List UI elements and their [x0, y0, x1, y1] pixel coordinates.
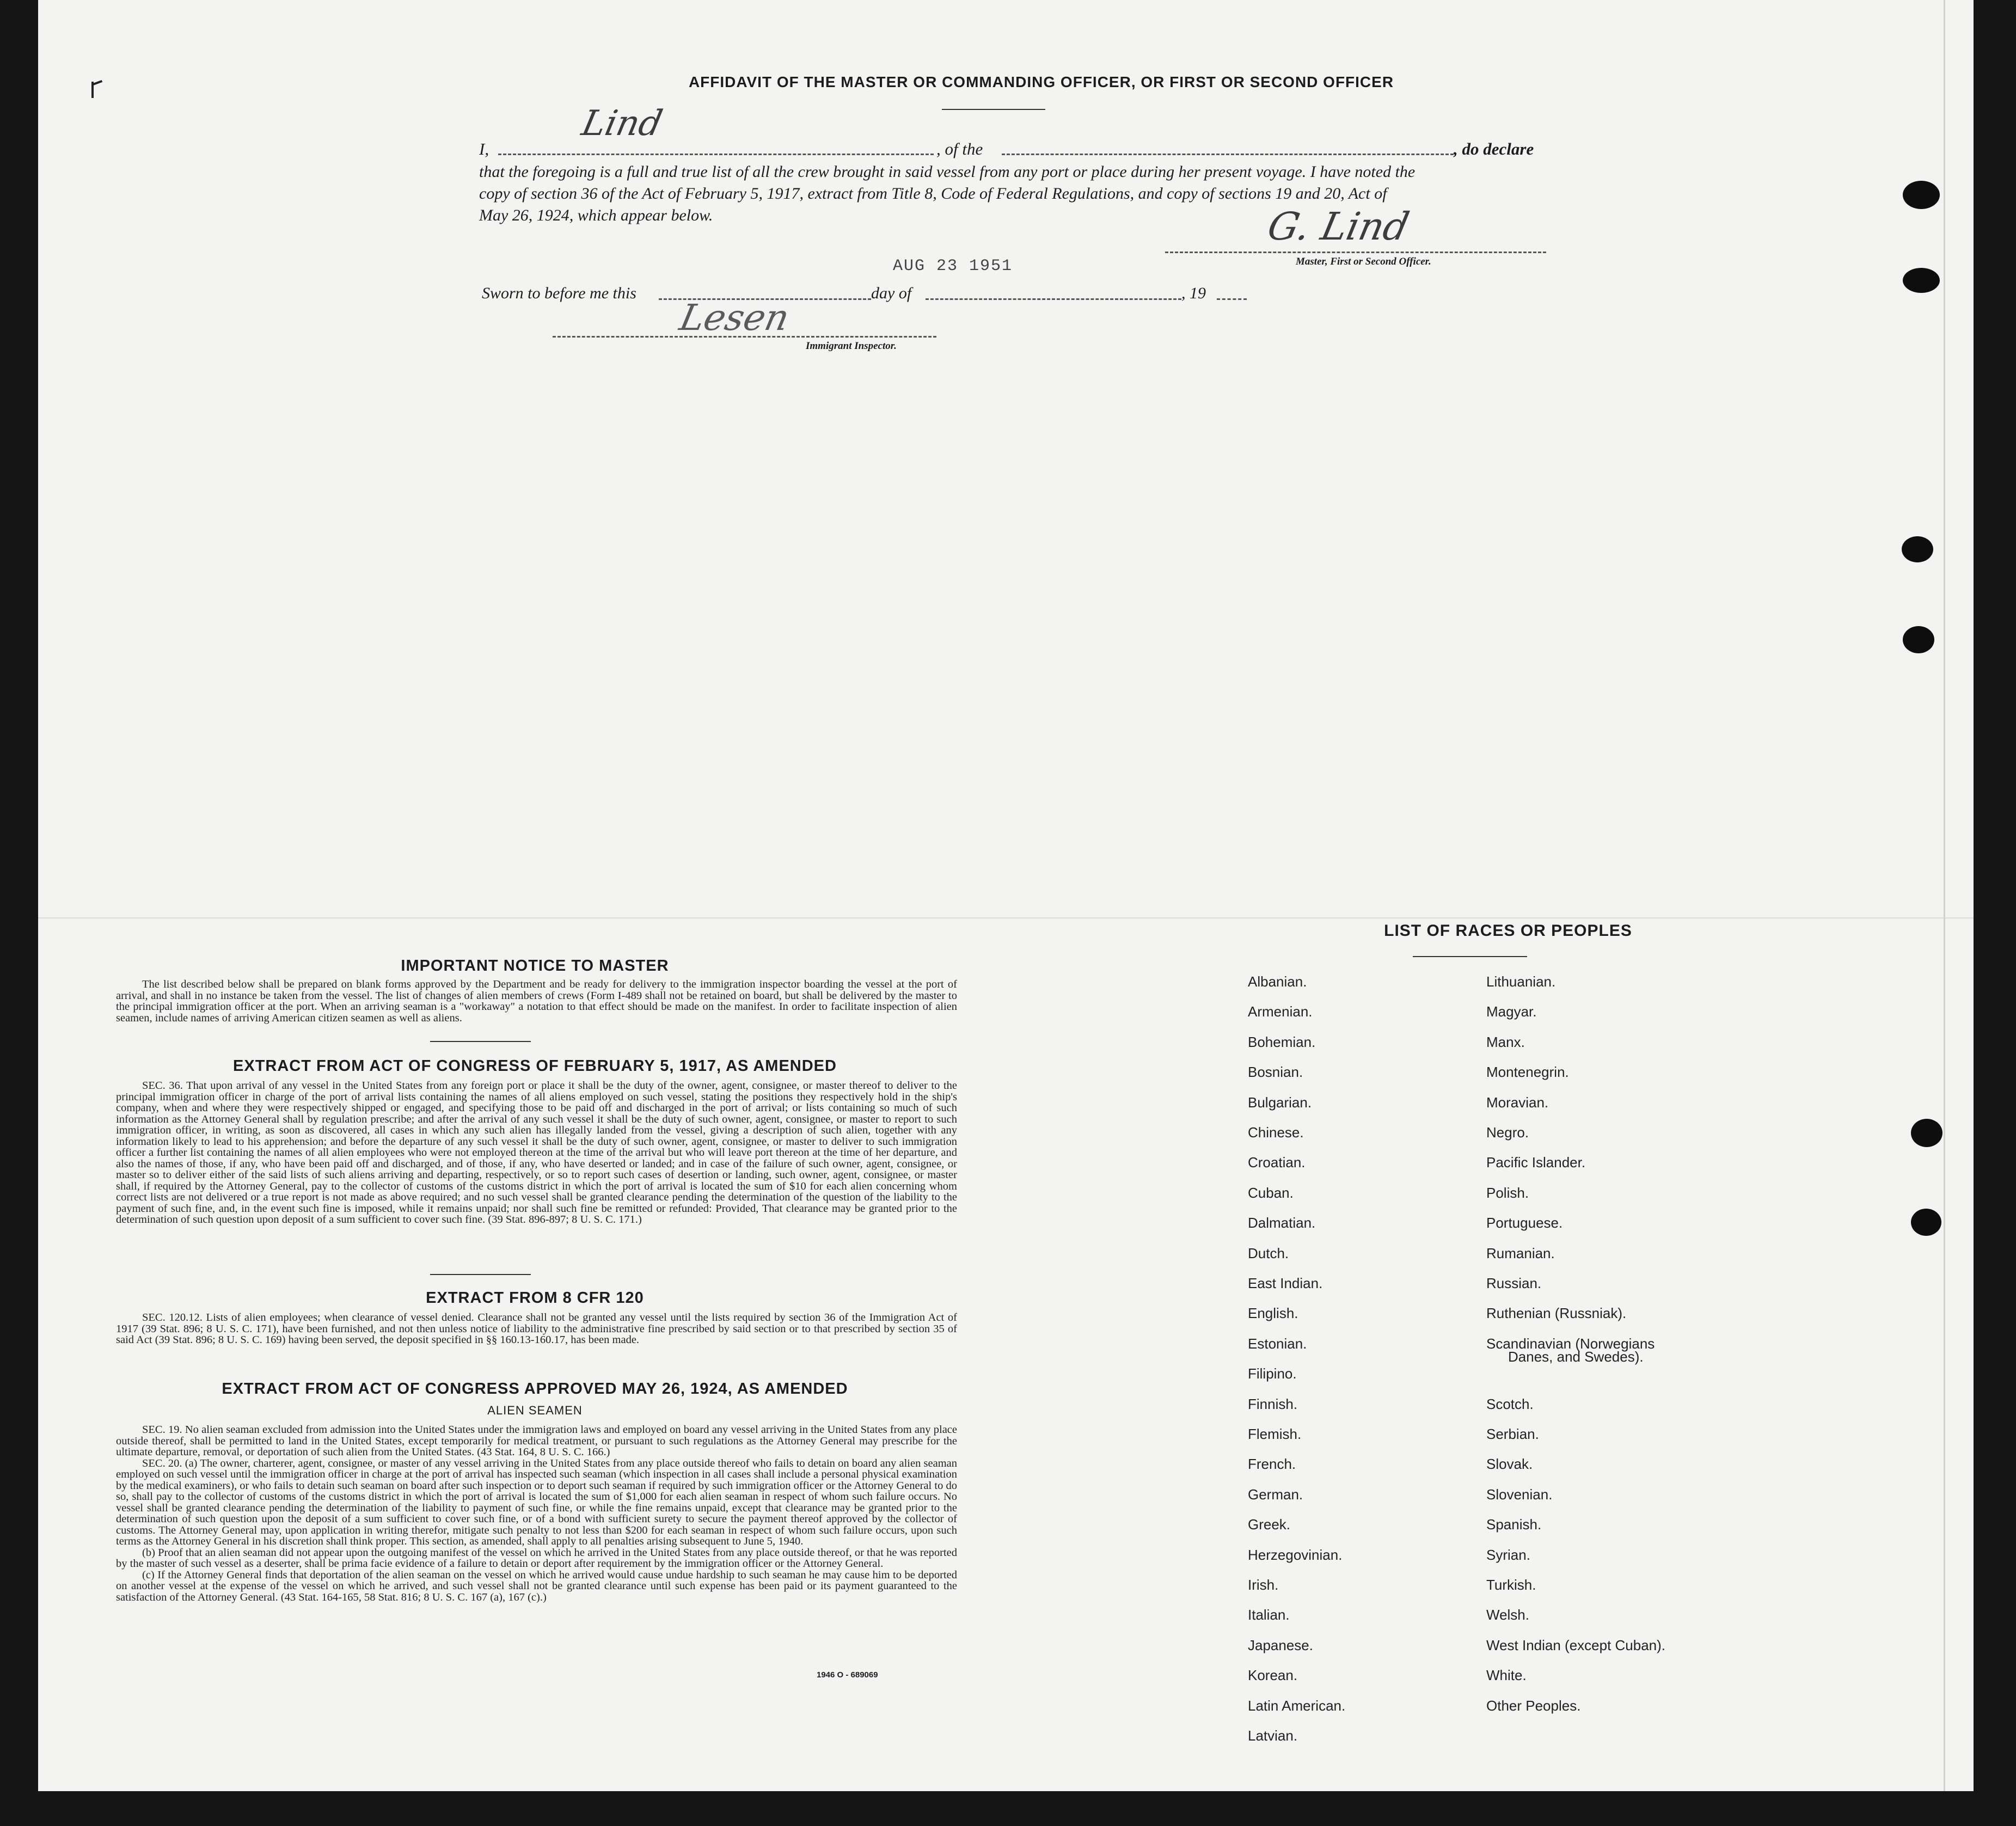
punch-hole	[1903, 181, 1940, 209]
extract-8cfr-title: EXTRACT FROM 8 CFR 120	[426, 1289, 644, 1307]
race-item: Armenian.	[1248, 1003, 1313, 1020]
race-item: Rumanian.	[1486, 1245, 1555, 1261]
race-item: Albanian.	[1248, 973, 1307, 990]
scan-mark	[93, 80, 102, 85]
race-item: Spanish.	[1486, 1516, 1542, 1533]
of-the-label: , of the	[936, 139, 983, 158]
race-item: Magyar.	[1486, 1003, 1537, 1020]
extract-1924-subtitle: ALIEN SEAMEN	[487, 1404, 583, 1417]
race-item: Filipino.	[1248, 1365, 1297, 1382]
notice-title: IMPORTANT NOTICE TO MASTER	[401, 957, 669, 975]
page-fold	[38, 917, 1974, 920]
race-item: Latvian.	[1248, 1727, 1298, 1744]
race-item: Dalmatian.	[1248, 1215, 1316, 1231]
affidavit-title: AFFIDAVIT OF THE MASTER OR COMMANDING OFFICER, OR FIRST OR SECOND OFFICER	[688, 73, 1394, 90]
extract-8cfr-paragraph: SEC. 120.12. Lists of alien employees; when clearance of vessel denied. Clearance shall not be granted any vessel until the lists required by section 36 of the Immigration Act of 1917 (39 Stat. 896; 8 U. S. C. 171), have been furnished, and not then unless notice of liability to the administrative fine prescribed by said section or to that prescribed by section 35 of said Act (39 Stat. 896; 8 U. S. C. 169) having been served, the deposit specified in §§ 160.13-160.17, has been made.	[116, 1312, 957, 1346]
extract-1917-body	[116, 1080, 957, 1225]
race-item: Lithuanian.	[1486, 973, 1556, 990]
race-item: Manx.	[1486, 1033, 1525, 1050]
race-item: White.	[1486, 1667, 1527, 1684]
race-item: Chinese.	[1248, 1124, 1304, 1141]
section-19-paragraph: SEC. 19. No alien seaman excluded from admission into the United States under the immigration laws and employed on board any vessel arriving in the United States from any place outside thereof, shall be permitted to land in the United States, except temporarily for medical treatment, or pursuant to such regulations as the Attorney General may prescribe for the ultimate departure, removal, or deportation of such alien from the United States. (43 Stat. 164, 8 U. S. C. 166.)	[116, 1424, 957, 1458]
race-item: Danes, and Swedes).	[1508, 1348, 1644, 1365]
race-item: Bohemian.	[1248, 1033, 1316, 1050]
scan-mark	[91, 82, 94, 98]
race-item: Russian.	[1486, 1275, 1542, 1291]
divider	[430, 1274, 531, 1275]
divider	[430, 1041, 531, 1042]
race-item: Turkish.	[1486, 1577, 1536, 1593]
inspector-line	[553, 336, 936, 338]
section-20c-paragraph: (c) If the Attorney General finds that deportation of the alien seaman on the vessel on which he arrived would cause undue hardship to such seaman he may cause him to be deported on another vessel at the expense of the vessel on which he arrived, and such vessel shall not be granted clearance until such expense has been paid or its payment guaranteed to the satisfaction of the Attorney General. (43 Stat. 164-165, 58 Stat. 816; 8 U. S. C. 167 (a), 167 (c).)	[116, 1568, 957, 1603]
sworn-label: Sworn to before me this	[482, 284, 636, 302]
notice-paragraph: The list described below shall be prepared on blank forms approved by the Department and be ready for delivery to the immigration inspector boarding the vessel at the port of arrival, and shall in no instance be taken from the vessel. The list of changes of alien members of crews (Form I-489 shall not be retained on board, but shall be delivered by the master to the principal immigration officer at the port. When an arriving seaman is a "workaway" a notation to that effect should be made on the manifest. In order to facilitate inspection of alien seamen, include names of arriving American citizen seamen as well as aliens.	[116, 978, 957, 1024]
race-item: Negro.	[1486, 1124, 1529, 1141]
race-item: Scotch.	[1486, 1395, 1534, 1412]
race-item: Moravian.	[1486, 1094, 1549, 1111]
day-of-label: day of	[871, 284, 912, 302]
race-item: Ruthenian (Russniak).	[1486, 1305, 1627, 1322]
race-item: French.	[1248, 1456, 1296, 1473]
race-item: Montenegrin.	[1486, 1064, 1569, 1081]
extract-1924-body	[116, 1424, 957, 1603]
officer-name-handwritten: Lind	[578, 103, 666, 144]
race-item: Bulgarian.	[1248, 1094, 1312, 1111]
extract-1917-paragraph: SEC. 36. That upon arrival of any vessel in the United States from any foreign port or place it shall be the duty of the owner, agent, consignee, or master thereof to deliver to the principal immigration officer in charge of the port of arrival lists containing the names of all aliens employed on such vessel, stating the positions they respectively hold in the ship's company, when and where they were respectively shipped or engaged, and specifying those to be paid off and discharged in the port of arrival; or lists containing so much of such information as the Attorney General shall by regulation prescribe; and after the arrival of any such vessel it shall be the duty of such owner, agent, consignee, or master to report to such immigration officer, in writing, as soon as discovered, all cases in which any such alien has illegally landed from the vessel, giving a description of such alien, together with any information likely to lead to his apprehension; and before the departure of any such vessel it shall be the duty of such owner, agent, consignee, or master to deliver to such immigration officer a further list containing the names of all alien employees who were not employed thereon at the time of the arrival but who will leave port thereon at the time of her departure, and also the names of those, if any, who have been paid off and discharged, and of those, if any, who have deserted or landed; and in case of the failure of such owner, agent, consignee, or master so to deliver either of the said lists of such aliens arriving and departing, respectively, or so to report such cases of desertion or landing, such owner, agent, consignee, or master shall, if required by the Attorney General, pay to the collector of customs of the customs district in which the port of arrival is located the sum of $10 for each alien concerning whom correct lists are not delivered or a true report is not made as above required; and no such vessel shall be granted clearance pending the determination of the question of the liability to the payment of such fine, and, in the event such fine is imposed, while it remains unpaid; nor shall such fine be remitted or refunded: Provided, That clearance may be granted prior to the determination of such question upon deposit of a sum sufficient to cover such fine. (39 Stat. 896-897; 8 U. S. C. 171.)	[116, 1080, 957, 1225]
vessel-line	[1002, 154, 1454, 155]
race-item: Irish.	[1248, 1577, 1279, 1593]
race-item: Portuguese.	[1486, 1215, 1563, 1231]
race-item: Japanese.	[1248, 1637, 1313, 1653]
race-item: Latin American.	[1248, 1697, 1346, 1714]
race-item: Cuban.	[1248, 1184, 1294, 1201]
race-item: Finnish.	[1248, 1395, 1298, 1412]
race-item: German.	[1248, 1486, 1303, 1503]
signature-caption: Master, First or Second Officer.	[1296, 256, 1431, 267]
punch-hole	[1911, 1209, 1941, 1236]
inspector-signature: Lesen	[676, 297, 793, 339]
affidavit-body-line2: copy of section 36 of the Act of February 5, 1917, extract from Title 8, Code of Federal Regulations, and copy of sections 19 and 20, Act of	[479, 185, 1387, 203]
section-20b-paragraph: (b) Proof that an alien seaman did not appear upon the outgoing manifest of the vessel on which he arrived in the United States from any place outside thereof, or that he was reported by the master of such vessel as a deserter, shall be prima facie evidence of a failure to detain or deport after requirement by the immigration officer or the Attorney General.	[116, 1546, 957, 1570]
race-item: Greek.	[1248, 1516, 1291, 1533]
race-item: Pacific Islander.	[1486, 1154, 1586, 1171]
race-item: Other Peoples.	[1486, 1697, 1581, 1714]
extract-8cfr-body	[116, 1312, 957, 1346]
print-code: 1946 O - 689069	[817, 1670, 878, 1680]
section-20a-paragraph: SEC. 20. (a) The owner, charterer, agent, consignee, or master of any vessel arriving in the United States from any place outside thereof who fails to detain on board any alien seaman employed on such vessel until the immigration officer in charge at the port of arrival has inspected such seaman (which inspection in all cases shall include a personal physical examination by the medical examiners), or who fails to detain such seaman on board after such inspection or to deport such seaman if required by such immigration officer or the Attorney General to do so, shall pay to the collector of customs of the customs district in which the port of arrival is located the sum of $1,000 for each alien seaman in respect of whom such failure occurs. No vessel shall be granted clearance pending the determination of the liability to payment of such fine, or while the fine remains unpaid, except that clearance may be granted prior to the determination of such question upon the deposit of a sum sufficient to cover such fine, or of a bond with sufficient surety to secure the payment thereof approved by the collector of customs. The Attorney General may, upon application in writing therefor, mitigate such penalty to not less than $200 for each seaman in respect of whom such failure occurs, upon such terms as the Attorney General in his discretion shall think proper. This section, as amended, shall apply to all penalties arising subsequent to June 5, 1940.	[116, 1457, 957, 1547]
race-item: Polish.	[1486, 1184, 1529, 1201]
divider	[1413, 956, 1527, 957]
divider	[942, 109, 1045, 110]
race-item: West Indian (except Cuban).	[1486, 1637, 1666, 1653]
race-item: Italian.	[1248, 1607, 1290, 1623]
extract-1917-title: EXTRACT FROM ACT OF CONGRESS OF FEBRUARY 5, 1917, AS AMENDED	[233, 1057, 837, 1075]
race-item: East Indian.	[1248, 1275, 1323, 1291]
extract-1924-title: EXTRACT FROM ACT OF CONGRESS APPROVED MAY 26, 1924, AS AMENDED	[222, 1380, 848, 1398]
notice-body	[116, 979, 957, 1024]
page-edge-fold	[1944, 0, 1945, 1791]
officer-name-line	[498, 154, 934, 155]
race-item: Herzegovinian.	[1248, 1546, 1343, 1563]
document-page	[38, 0, 1974, 1791]
race-item: Slovenian.	[1486, 1486, 1553, 1503]
affidavit-body-line3: May 26, 1924, which appear below.	[479, 206, 713, 224]
do-declare-label: , do declare	[1454, 139, 1534, 158]
sworn-month-line	[926, 298, 1181, 300]
date-stamp: AUG 23 1951	[893, 257, 1013, 275]
master-signature: G. Lind	[1264, 204, 1413, 249]
race-item: Slovak.	[1486, 1456, 1533, 1473]
punch-hole	[1902, 536, 1933, 562]
year-label: , 19	[1181, 284, 1206, 302]
race-item: Scandinavian (Norwegians	[1486, 1335, 1655, 1352]
race-item: Syrian.	[1486, 1546, 1530, 1563]
race-item: Bosnian.	[1248, 1064, 1303, 1081]
race-item: Welsh.	[1486, 1607, 1529, 1623]
race-item: English.	[1248, 1305, 1298, 1322]
affidavit-body-line1: that the foregoing is a full and true list of all the crew brought in said vessel from any port or place during her present voyage. I have noted the	[479, 163, 1416, 181]
race-item: Korean.	[1248, 1667, 1298, 1684]
race-item: Croatian.	[1248, 1154, 1306, 1171]
race-item: Flemish.	[1248, 1426, 1302, 1442]
punch-hole	[1911, 1119, 1943, 1147]
punch-hole	[1903, 626, 1934, 653]
year-line	[1217, 298, 1247, 300]
signature-line	[1165, 252, 1546, 253]
race-item: Dutch.	[1248, 1245, 1289, 1261]
inspector-caption: Immigrant Inspector.	[806, 340, 897, 352]
race-item: Serbian.	[1486, 1426, 1539, 1442]
race-item: Estonian.	[1248, 1335, 1307, 1352]
punch-hole	[1903, 268, 1940, 293]
i-label: I,	[479, 139, 489, 158]
races-title: LIST OF RACES OR PEOPLES	[1384, 922, 1632, 940]
